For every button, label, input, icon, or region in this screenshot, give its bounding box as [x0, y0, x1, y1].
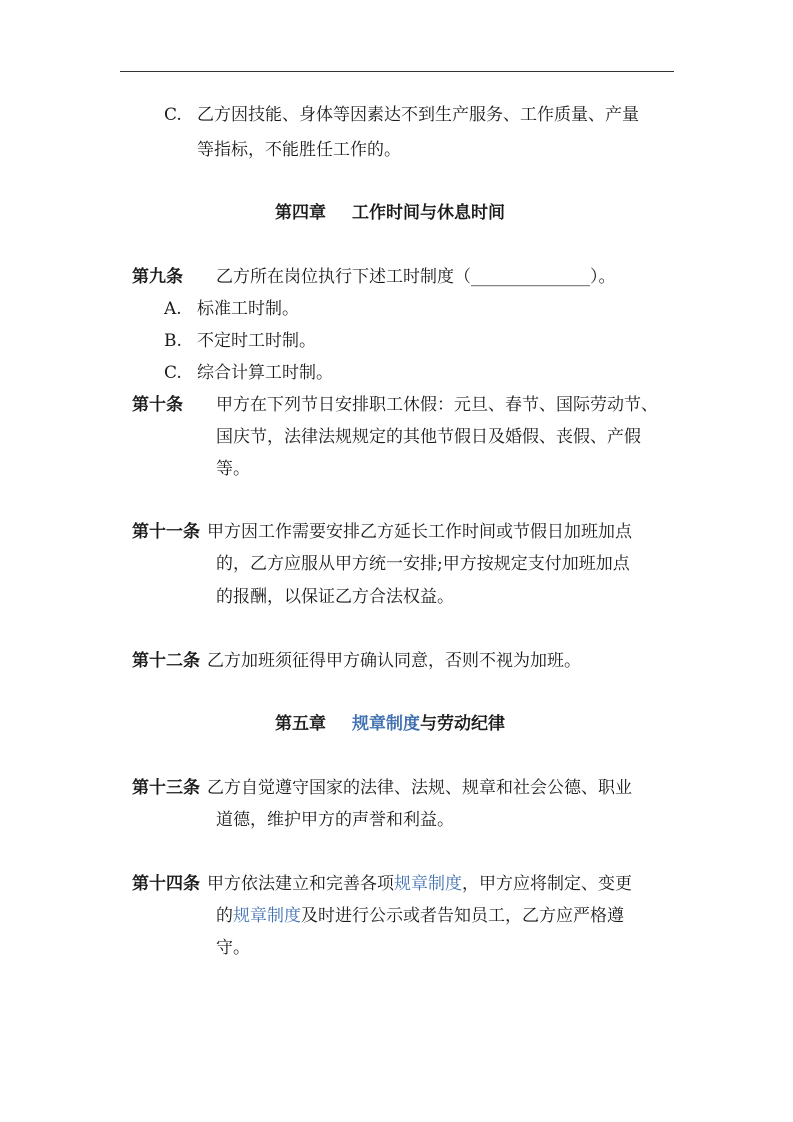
- rules-link-2[interactable]: 规章制度: [233, 906, 301, 926]
- chapter-5-title-rest: 与劳动纪律: [420, 714, 505, 734]
- article-9-text: 乙方所在岗位执行下述工时制度（______________）。: [216, 267, 616, 287]
- chapter-4-title: 工作时间与休息时间: [352, 203, 505, 223]
- article-11-label: 第十一条: [132, 522, 200, 542]
- chapter-5-number: 第五章: [275, 714, 326, 734]
- article-14-line-3: 守。: [216, 938, 250, 958]
- article-10-label: 第十条: [132, 395, 183, 415]
- article-11-line-1: 甲方因工作需要安排乙方延长工作时间或节假日加班加点: [207, 522, 632, 542]
- header-rule: [120, 71, 674, 72]
- prev-option-line-2: 等指标，不能胜任工作的。: [197, 140, 401, 160]
- chapter-4-heading: [275, 201, 505, 225]
- article-12-line-1: 乙方加班须征得甲方确认同意，否则不视为加班。: [207, 651, 581, 671]
- chapter-5-heading: [275, 712, 505, 736]
- article-11-line-3: 的报酬，以保证乙方合法权益。: [216, 587, 454, 607]
- article-9-option-a-label: A.: [164, 299, 182, 319]
- article-9-option-b-text: 不定时工时制。: [197, 331, 316, 351]
- article-12-label: 第十二条: [132, 651, 200, 671]
- article-10-line-1: 甲方在下列节日安排职工休假：元旦、春节、国际劳动节、: [216, 395, 658, 415]
- article-9-label: 第九条: [132, 267, 183, 287]
- prev-option-label: C.: [164, 105, 182, 125]
- chapter-4-number: 第四章: [275, 203, 326, 223]
- article-14-label: 第十四条: [132, 874, 200, 894]
- article-9-option-a-text: 标准工时制。: [197, 299, 299, 319]
- article-11-line-2: 的，乙方应服从甲方统一安排;甲方按规定支付加班加点: [216, 554, 630, 574]
- article-10-line-2: 国庆节，法律法规规定的其他节假日及婚假、丧假、产假: [216, 427, 641, 447]
- article-13-label: 第十三条: [132, 778, 200, 798]
- article-9-option-c-label: C.: [164, 363, 182, 383]
- article-13-line-1: 乙方自觉遵守国家的法律、法规、规章和社会公德、职业: [207, 778, 632, 798]
- rules-link-1[interactable]: 规章制度: [394, 874, 462, 894]
- article-10-line-3: 等。: [216, 459, 250, 479]
- chapter-5-title-link[interactable]: 规章制度: [352, 714, 420, 734]
- article-14-line-2: [216, 904, 624, 928]
- article-9-option-c-text: 综合计算工时制。: [197, 363, 333, 383]
- article-14-line-1-post: ，甲方应将制定、变更: [462, 874, 632, 894]
- article-14-line-2-pre: 的: [216, 906, 233, 926]
- article-13-line-2: 道德，维护甲方的声誉和利益。: [216, 810, 454, 830]
- article-14-line-2-post: 及时进行公示或者告知员工，乙方应严格遵: [301, 906, 624, 926]
- prev-option-line-1: 乙方因技能、身体等因素达不到生产服务、工作质量、产量: [197, 105, 639, 125]
- article-9-option-b-label: B.: [164, 331, 182, 351]
- article-14-line-1: [207, 872, 632, 896]
- article-14-line-1-pre: 甲方依法建立和完善各项: [207, 874, 394, 894]
